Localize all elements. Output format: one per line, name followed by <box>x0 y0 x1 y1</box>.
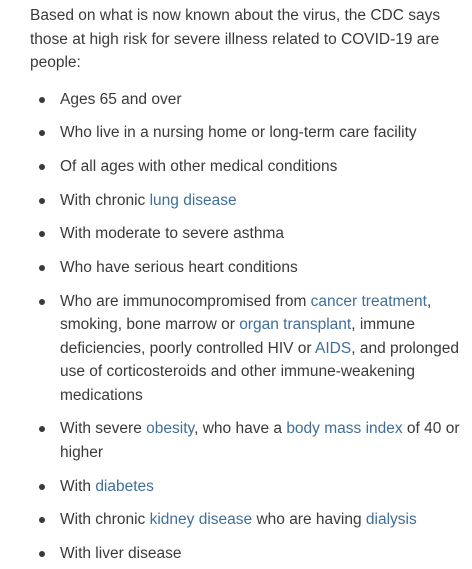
list-item-diabetes <box>30 475 462 499</box>
bullet-icon <box>39 426 45 432</box>
item-text: With moderate to severe asthma <box>60 225 284 243</box>
item-text: , who have a <box>194 420 287 438</box>
item-text: Who live in a nursing home or long-term care facility <box>60 124 417 142</box>
item-text: , and prolonged use of corticosteroids and other immune-weakening medications <box>60 339 459 404</box>
bullet-icon <box>39 198 45 204</box>
intro-paragraph: Based on what is now known about the virus, the CDC says those at high risk for severe illness related to COVID-19 are people: <box>30 7 441 71</box>
list-item-asthma <box>30 222 462 246</box>
item-text: who are having <box>252 511 366 529</box>
item-text: Ages 65 and over <box>60 90 182 108</box>
list-item-age <box>30 88 462 112</box>
risk-group-list <box>30 88 462 566</box>
item-text: , immune deficiencies, poorly controlled HIV or <box>60 316 415 357</box>
kidney-disease-link[interactable]: kidney disease <box>149 511 253 529</box>
item-text: With chronic <box>60 511 150 529</box>
organ-transplant-link[interactable]: organ transplant <box>239 316 352 334</box>
bullet-icon <box>39 97 45 103</box>
item-text: of 40 or higher <box>60 420 460 461</box>
list-item-heart-conditions <box>30 256 462 280</box>
list-item-liver-disease <box>30 542 462 566</box>
bullet-icon <box>39 484 45 490</box>
cancer-treatment-link[interactable]: cancer treatment <box>310 292 427 310</box>
bullet-icon <box>39 130 45 136</box>
lung-disease-link[interactable]: lung disease <box>149 191 237 209</box>
list-item-lung-disease <box>30 189 462 213</box>
bullet-icon <box>39 517 45 523</box>
bullet-icon <box>39 299 45 305</box>
body-mass-index-link[interactable]: body mass index <box>286 420 403 438</box>
bullet-icon <box>39 231 45 237</box>
aids-link[interactable]: AIDS <box>315 339 352 357</box>
obesity-link[interactable]: obesity <box>146 420 195 438</box>
list-item-obesity <box>30 417 462 464</box>
list-item-nursing-home <box>30 121 462 145</box>
item-text: Who have serious heart conditions <box>60 258 298 276</box>
bullet-icon <box>39 164 45 170</box>
list-item-kidney-disease <box>30 508 462 532</box>
item-text: With <box>60 477 96 495</box>
item-text: With liver disease <box>60 544 182 562</box>
item-text: , smoking, bone marrow or <box>60 292 432 334</box>
item-text: Of all ages with other medical conditions <box>60 157 338 175</box>
item-text: With chronic <box>60 191 150 209</box>
bullet-icon <box>39 551 45 557</box>
dialysis-link[interactable]: dialysis <box>365 511 417 529</box>
bullet-icon <box>39 265 45 271</box>
list-item-immunocompromised <box>30 290 462 408</box>
list-item-medical-conditions <box>30 155 462 179</box>
item-text: With severe <box>60 420 147 438</box>
item-text: Who are immunocompromised from <box>60 292 311 310</box>
diabetes-link[interactable]: diabetes <box>95 477 154 495</box>
